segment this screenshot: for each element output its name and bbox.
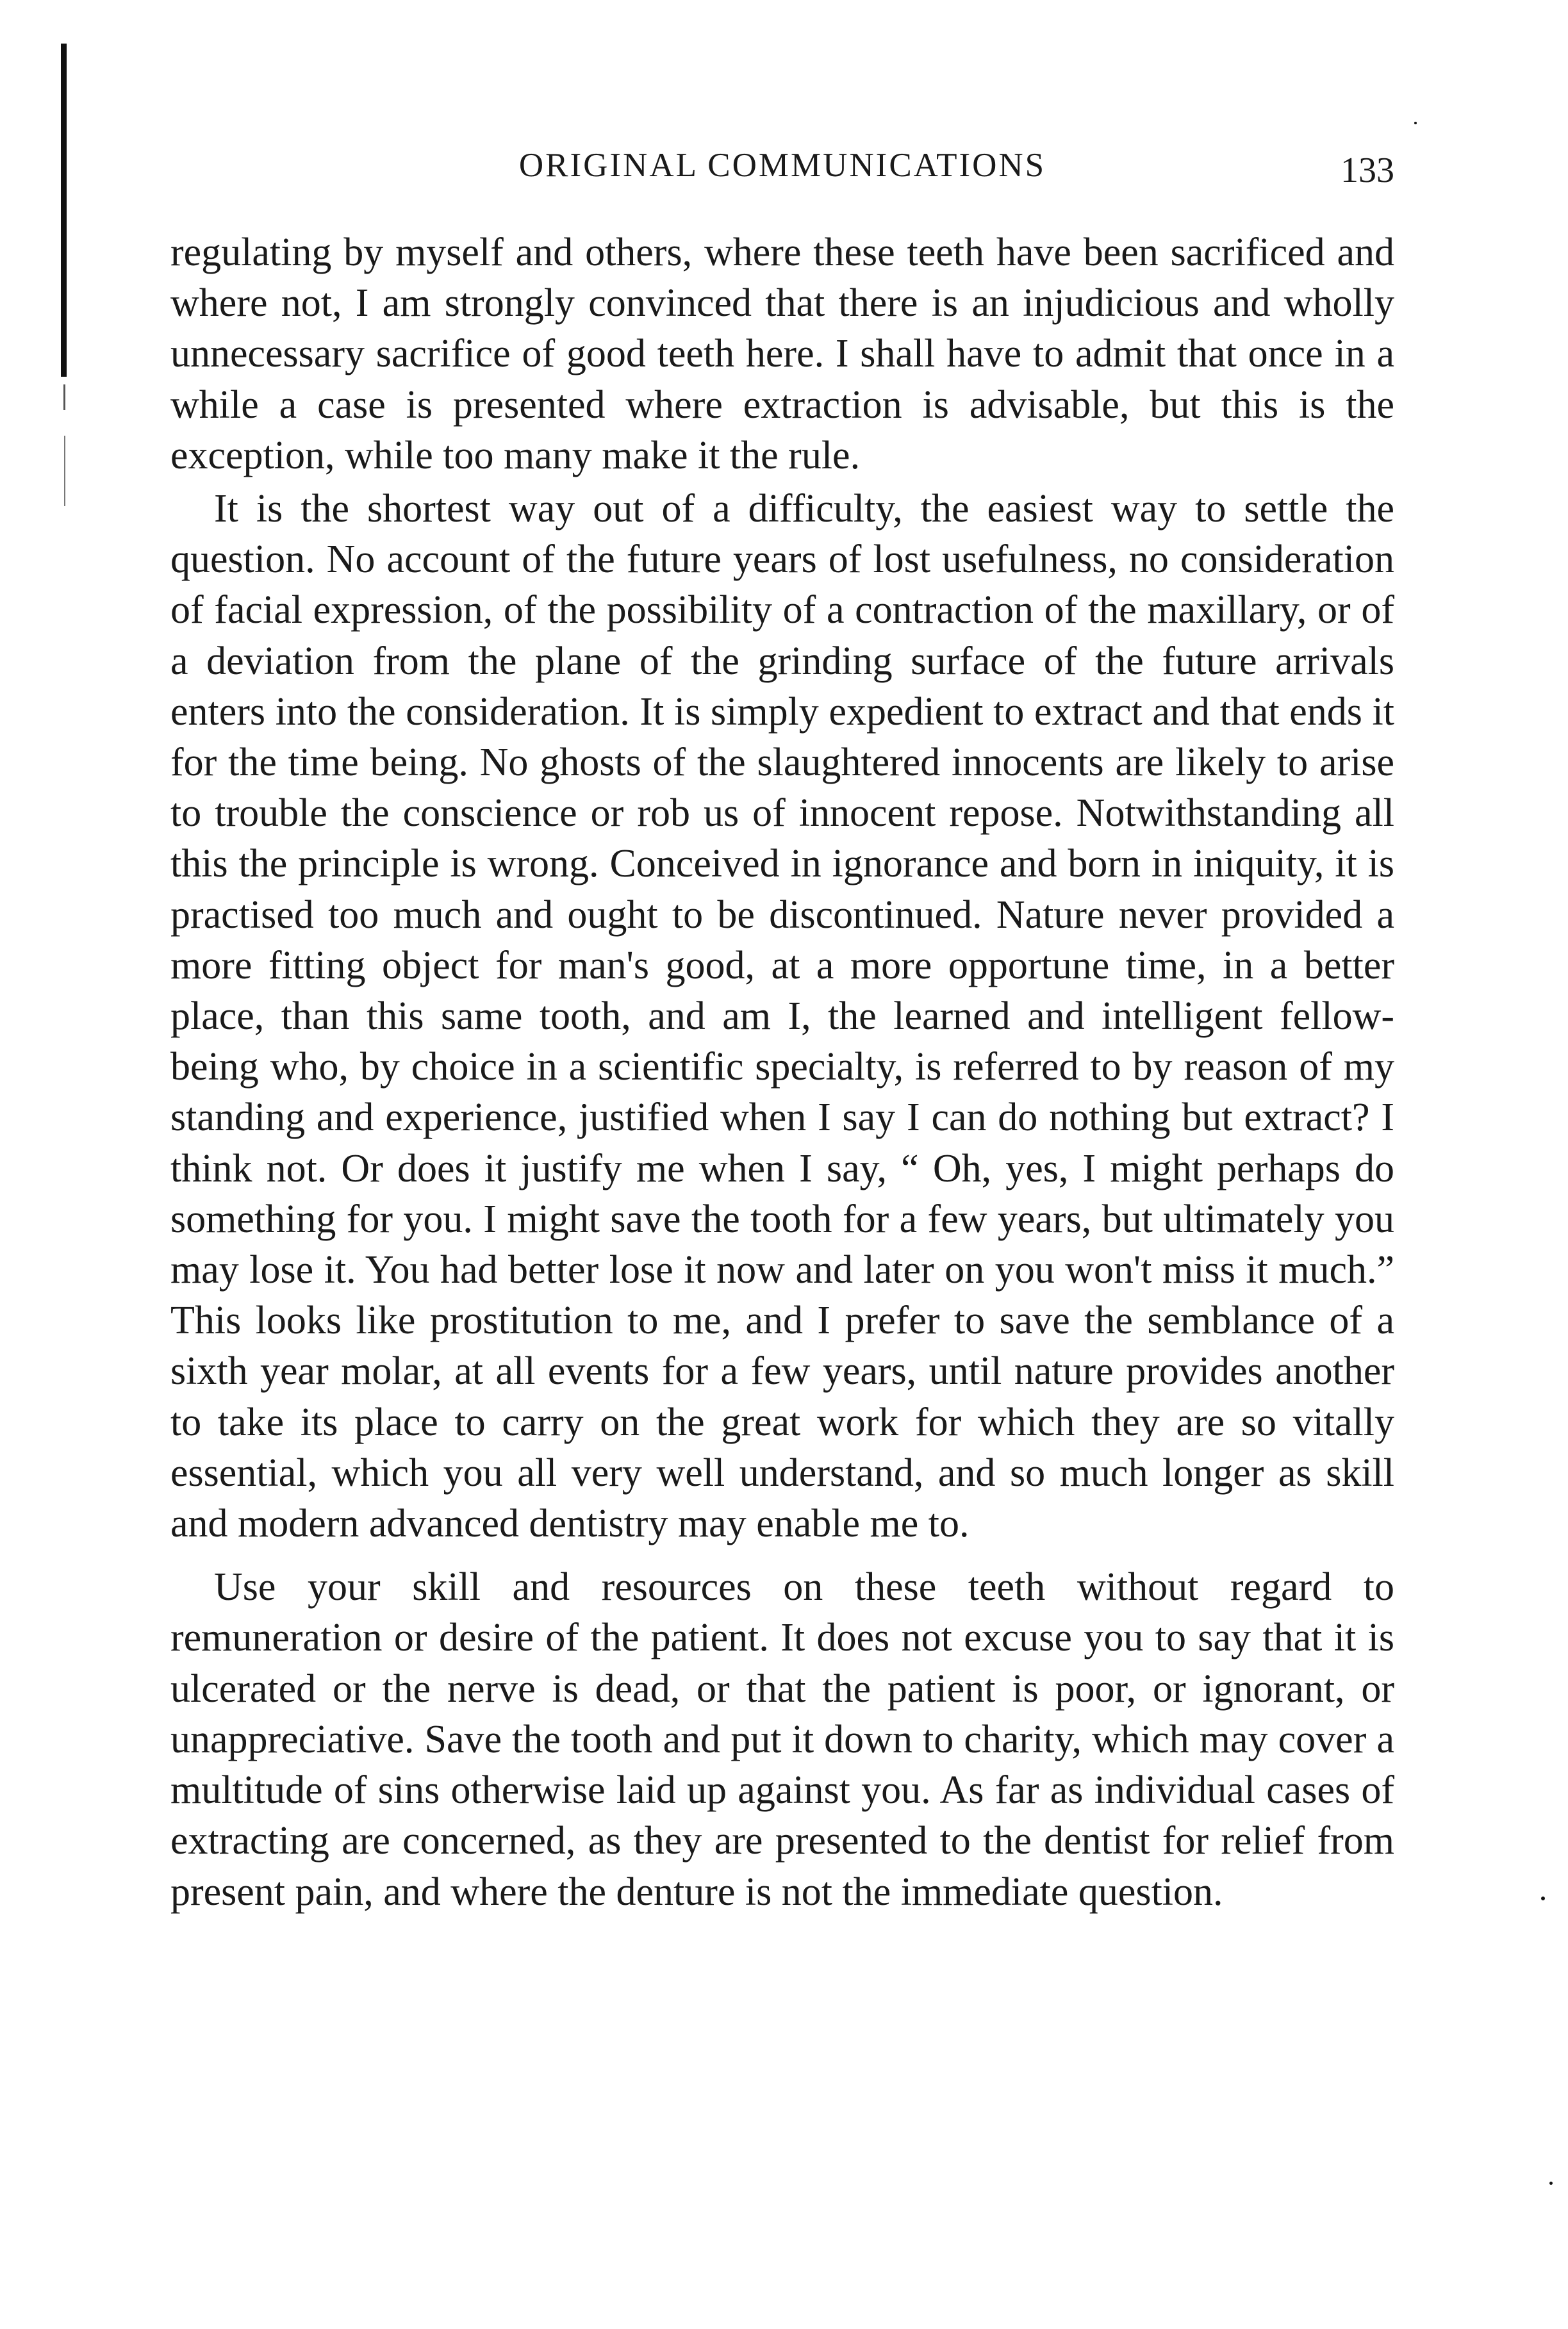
scan-margin-bar — [61, 44, 67, 377]
scan-speck — [1549, 2182, 1553, 2185]
body-text — [170, 227, 1394, 1918]
running-head: ORIGINAL COMMUNICATIONS — [518, 147, 1046, 184]
scan-margin-mark — [63, 384, 65, 410]
scan-speck — [1414, 122, 1417, 124]
scan-speck — [1541, 1897, 1545, 1900]
scan-margin-mark — [64, 436, 65, 506]
paragraph: It is the shortest way out of a difficulty, the easiest way to settle the question. No account of the future years of lost usefulness, no consideration of facial expression, of the possibility of a contraction of the maxillary, or of a deviation from the plane of the grinding surface of the future arrivals enters into the consideration. It is simply expedient to extract and that ends it for the time being. No ghosts of the slaughtered innocents are likely to arise to trouble the conscience or rob us of innocent repose. Notwithstanding all this the principle is wrong. Conceived in ignorance and born in iniquity, it is practised too much and ought to be discontinued. Nature never provided a more fitting object for man's good, at a more opportune time, in a better place, than this same tooth, and am I, the learned and intelligent fellow-being who, by choice in a scientific specialty, is referred to by reason of my standing and experience, justified when I say I can do nothing but extract? I think not. Or does it justify me when I say, “ Oh, yes, I might perhaps do something for you. I might save the tooth for a few years, but ultimately you may lose it. You had better lose it now and later on you won't miss it much.” This looks like prostitution to me, and I prefer to save the semblance of a sixth year molar, at all events for a few years, until nature provides another to take its place to carry on the great work for which they are so vitally essential, which you all very well understand, and so much longer as skill and modern advanced dentistry may enable me to. — [170, 487, 1394, 1546]
page-number: 133 — [1341, 151, 1394, 190]
page-header — [170, 140, 1394, 191]
paragraph: Use your skill and resources on these teeth without regard to remuneration or desire of the patient. It does not excuse you to say that it is ulcerated or the nerve is dead, or that the patient is poor, or ignorant, or unappreciative. Save the tooth and put it down to charity, which may cover a multitude of sins otherwise laid up against you. As far as individual cases of extracting are concerned, as they are presented to the dentist for relief from present pain, and where the denture is not the immediate question. — [170, 1565, 1394, 1914]
paragraph-continued: regulating by myself and others, where these teeth have been sacrificed and where not, I am strongly convinced that there is an injudicious and wholly unnecessary sacrifice of good teeth here. I shall have to admit that once in a while a case is presented where extraction is advisable, but this is the exception, while too many make it the rule. — [170, 231, 1394, 477]
